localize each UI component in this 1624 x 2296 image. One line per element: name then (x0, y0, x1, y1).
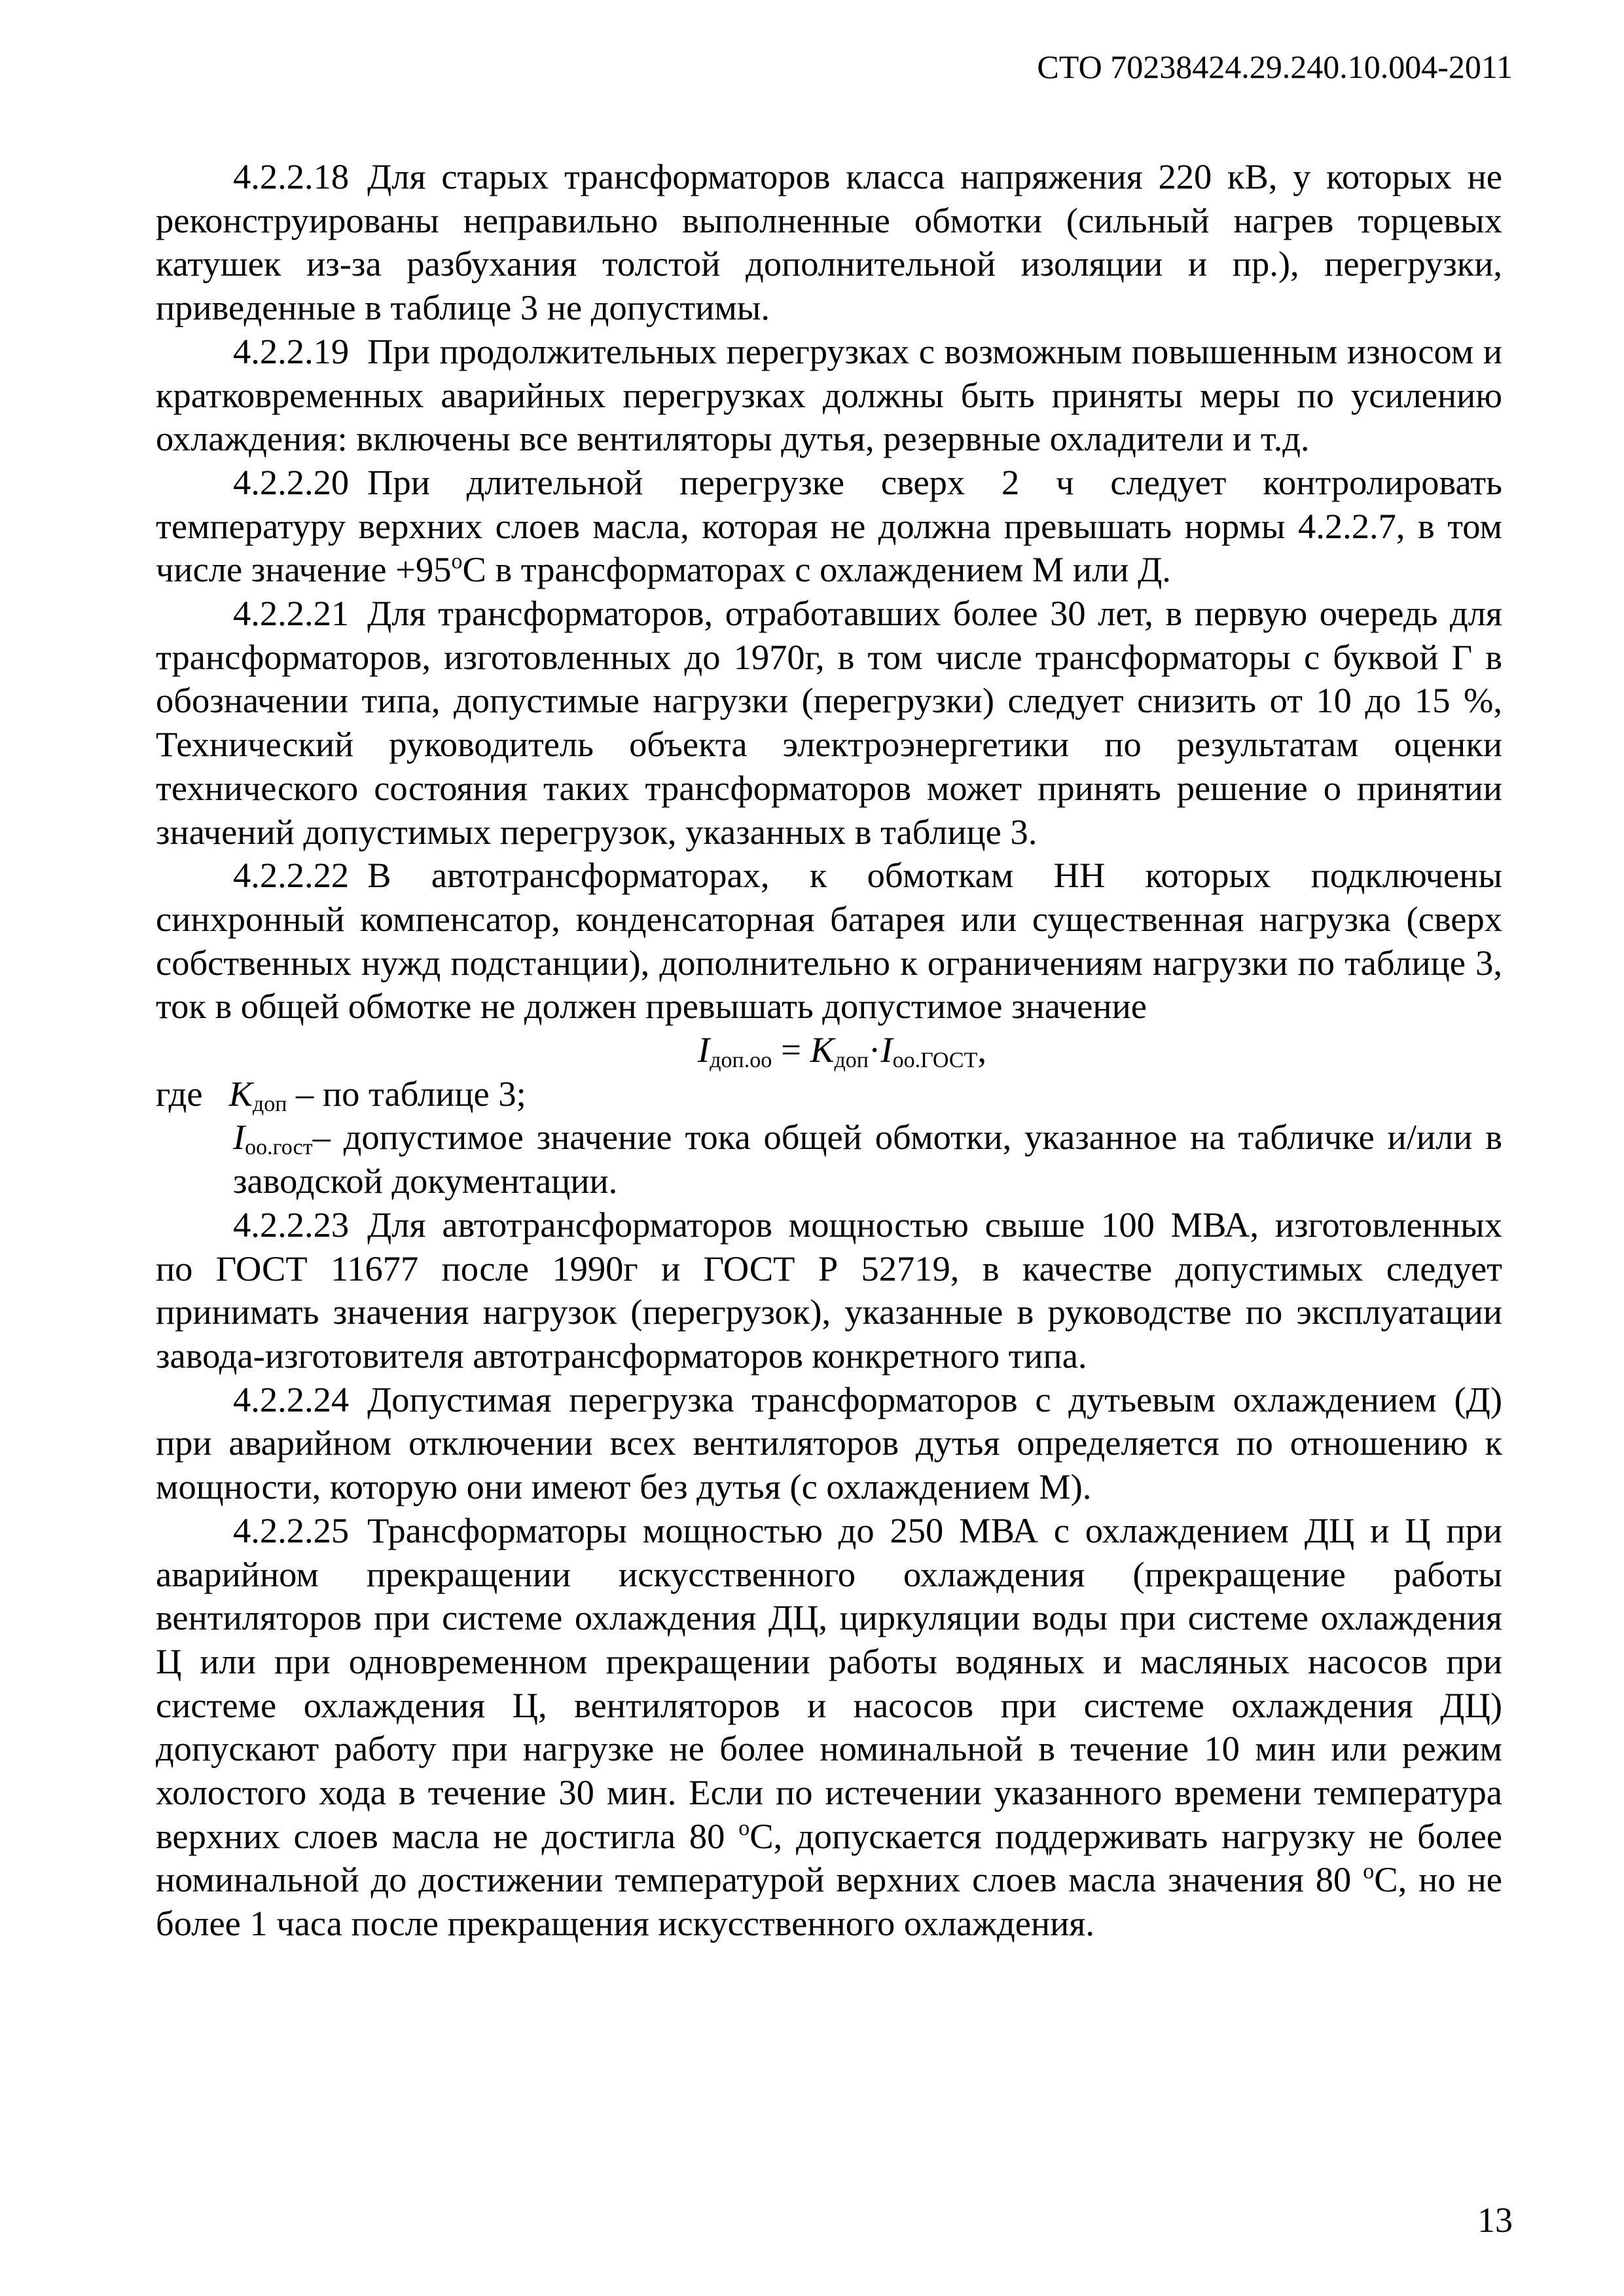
formula (156, 1029, 1502, 1072)
definition-text: – по таблице 3; (287, 1073, 526, 1114)
clause-number: 4.2.2.20 (233, 462, 350, 502)
clause-number: 4.2.2.18 (233, 156, 350, 196)
clause-number: 4.2.2.23 (233, 1204, 350, 1245)
formula-symbol: K (810, 1030, 835, 1070)
paragraph-4-2-2-23 (156, 1203, 1502, 1378)
paragraph-4-2-2-24 (156, 1378, 1502, 1509)
definition-symbol: I (233, 1117, 245, 1157)
definition-text: – допустимое значение тока общей обмотки, указанное на табличке и/или в заводской документации. (233, 1117, 1502, 1201)
formula-subscript: доп (834, 1048, 869, 1073)
clause-text: С в трансформаторах с охлаждением М или Д. (462, 549, 1171, 590)
clause-text: При длительной перегрузке сверх 2 ч следует контролировать температуру верхних слоев масла, которая не должна превышать нормы 4.2.2.7, в том числе значение +95 (156, 462, 1502, 590)
formula-symbol: I (697, 1030, 710, 1070)
clause-text: Для автотрансформаторов мощностью свыше 100 МВА, изготовленных по ГОСТ 11677 после 1990г и ГОСТ Р 52719, в качестве допустимых следует принимать значения нагрузок (перегрузок), указанные в руководстве по эксплуатации завода-изготовителя автотрансформаторов конкретного типа. (156, 1204, 1502, 1376)
definition-i (156, 1116, 1502, 1203)
page-number: 13 (1477, 2200, 1513, 2240)
formula-subscript: доп.оо (710, 1048, 772, 1073)
clause-number: 4.2.2.25 (233, 1510, 350, 1550)
degree-sign: o (1363, 1859, 1375, 1884)
paragraph-4-2-2-22 (156, 854, 1502, 1029)
formula-symbol: I (880, 1030, 893, 1070)
clause-number: 4.2.2.24 (233, 1379, 350, 1419)
paragraph-4-2-2-19 (156, 330, 1502, 461)
clause-text: При продолжительных перегрузках с возможным повышенным износом и кратковременных аварийных перегрузках должны быть приняты меры по усилению охлаждения: включены все вентиляторы дутья, резервные охладители и т.д. (156, 331, 1502, 459)
where-label: где (156, 1073, 203, 1114)
definition-k (156, 1072, 1502, 1116)
formula-subscript: оо.ГОСТ (892, 1048, 978, 1073)
clause-text: Для старых трансформаторов класса напряжения 220 кВ, у которых не реконструированы неправильно выполненные обмотки (сильный нагрев торцевых катушек из-за разбухания толстой дополнительной изоляции и пр.), перегрузки, приведенные в таблице 3 не допустимы. (156, 156, 1502, 328)
page-body (156, 155, 1502, 1946)
formula-tail: , (977, 1030, 987, 1070)
clause-text: С, допускается поддерживать нагрузку не более номинальной до достижении температурой верхних слоев масла значения 80 (156, 1815, 1502, 1900)
clause-number: 4.2.2.22 (233, 855, 350, 896)
formula-operator: = (772, 1030, 810, 1070)
paragraph-4-2-2-21 (156, 592, 1502, 854)
document-code: СТО 70238424.29.240.10.004-2011 (1037, 48, 1513, 85)
clause-number: 4.2.2.21 (233, 593, 350, 634)
formula-operator: · (868, 1030, 881, 1070)
clause-text: В автотрансформаторах, к обмоткам НН которых подключены синхронный компенсатор, конденсаторная батарея или существенная нагрузка (сверх собственных нужд подстанции), дополнительно к ограничениям нагрузки по таблице 3, ток в общей обмотке не должен превышать допустимое значение (156, 855, 1502, 1027)
paragraph-4-2-2-20 (156, 461, 1502, 592)
clause-text: Допустимая перегрузка трансформаторов с дутьевым охлаждением (Д) при аварийном отключении всех вентиляторов дутья определяется по отношению к мощности, которую они имеют без дутья (с охлаждением М). (156, 1379, 1502, 1507)
clause-text: Трансформаторы мощностью до 250 МВА с охлаждением ДЦ и Ц при аварийном прекращении искусственного охлаждения (прекращение работы вентиляторов при системе охлаждения ДЦ, циркуляции воды при системе охлаждения Ц или при одновременном прекращении работы водяных и масляных насосов при системе охлаждения Ц, вентиляторов и насосов при системе охлаждения ДЦ) допускают работу при нагрузке не более номинальной в течение 10 мин или режим холостого хода в течение 30 мин. Если по истечении указанного времени температура верхних слоев масла не достигла 80 (156, 1510, 1502, 1856)
degree-sign: o (451, 549, 463, 574)
definition-subscript: оо.гост (245, 1135, 313, 1160)
clause-number: 4.2.2.19 (233, 331, 350, 371)
paragraph-4-2-2-18 (156, 155, 1502, 330)
degree-sign: o (738, 1815, 750, 1840)
clause-text: Для трансформаторов, отработавших более 30 лет, в первую очередь для трансформаторов, изготовленных до 1970г, в том числе трансформаторы с буквой Г в обозначении типа, допустимые нагрузки (перегрузки) следует снизить от 10 до 15 %, Технический руководитель объекта электроэнергетики по результатам оценки технического состояния таких трансформаторов может принять решение о принятии значений допустимых перегрузок, указанных в таблице 3. (156, 593, 1502, 852)
definition-symbol: K (228, 1073, 253, 1114)
paragraph-4-2-2-25 (156, 1509, 1502, 1946)
definition-subscript: доп (252, 1091, 287, 1116)
clause-text: С, но не более 1 часа после прекращения искусственного охлаждения. (156, 1859, 1502, 1944)
